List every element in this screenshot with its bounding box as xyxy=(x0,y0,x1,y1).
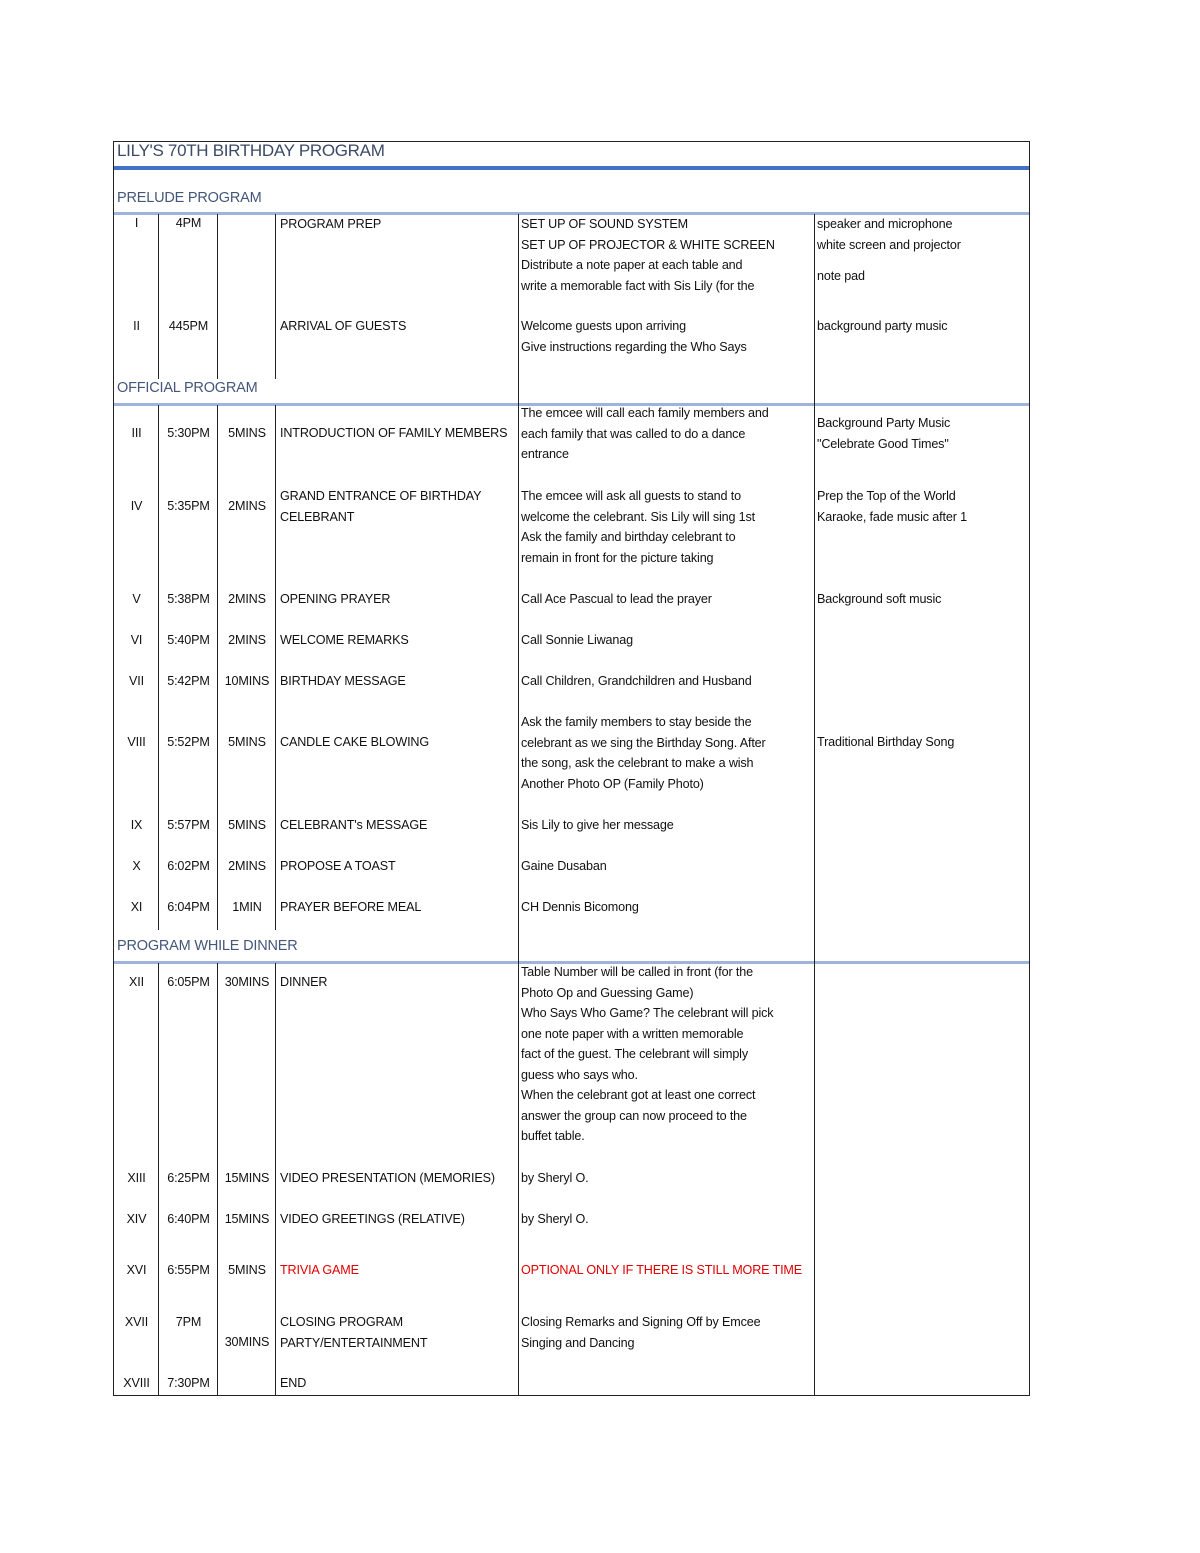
row-duration: 2MINS xyxy=(228,499,266,513)
row-note: OPTIONAL ONLY IF THERE IS STILL MORE TIME xyxy=(521,1263,803,1277)
section-official: OFFICIAL PROGRAM xyxy=(117,380,258,396)
row-number: XVI xyxy=(126,1263,147,1277)
row-note: by Sheryl O. xyxy=(521,1212,589,1226)
row-duration: 10MINS xyxy=(224,674,270,688)
row-note: SET UP OF SOUND SYSTEM xyxy=(521,217,688,231)
row-note: entrance xyxy=(521,447,569,461)
row-note: Closing Remarks and Signing Off by Emcee xyxy=(521,1315,761,1329)
section-prelude: PRELUDE PROGRAM xyxy=(117,190,262,206)
row-note: Sis Lily to give her message xyxy=(521,818,674,832)
row-activity: CANDLE CAKE BLOWING xyxy=(280,735,430,749)
row-time: 6:05PM xyxy=(167,975,210,989)
row-number: VIII xyxy=(127,735,146,749)
row-activity: PRAYER BEFORE MEAL xyxy=(280,900,422,914)
row-note: by Sheryl O. xyxy=(521,1171,589,1185)
row-material: speaker and microphone xyxy=(817,217,953,231)
row-note: Gaine Dusaban xyxy=(521,859,607,873)
row-duration: 2MINS xyxy=(228,633,266,647)
row-duration: 15MINS xyxy=(224,1212,270,1226)
row-duration: 30MINS xyxy=(224,1335,270,1349)
row-note: Ask the family and birthday celebrant to xyxy=(521,530,736,544)
row-number: XII xyxy=(129,975,144,989)
row-activity: VIDEO GREETINGS (RELATIVE) xyxy=(280,1212,465,1226)
row-note: Give instructions regarding the Who Says xyxy=(521,339,747,354)
row-activity: VIDEO PRESENTATION (MEMORIES) xyxy=(280,1171,495,1185)
row-note: CH Dennis Bicomong xyxy=(521,900,639,914)
row-number: XVII xyxy=(124,1315,149,1329)
grid-line xyxy=(217,405,218,930)
row-material: background party music xyxy=(817,319,948,333)
row-number: XVIII xyxy=(123,1376,150,1390)
row-time: 5:30PM xyxy=(167,426,210,440)
row-note: buffet table. xyxy=(521,1129,585,1143)
row-activity: CLOSING PROGRAM xyxy=(280,1315,404,1329)
row-note: Another Photo OP (Family Photo) xyxy=(521,776,704,791)
row-note: Photo Op and Guessing Game) xyxy=(521,985,694,1000)
row-time: 5:40PM xyxy=(167,633,210,647)
row-time: 6:40PM xyxy=(167,1212,210,1226)
row-note: answer the group can now proceed to the xyxy=(521,1108,747,1123)
row-note: Table Number will be called in front (for the xyxy=(521,965,753,979)
grid-line xyxy=(275,214,276,379)
row-material: white screen and projector xyxy=(817,238,961,252)
row-note: celebrant as we sing the Birthday Song. After xyxy=(521,735,766,750)
row-number: II xyxy=(133,319,140,333)
grid-line xyxy=(158,214,159,379)
grid-line xyxy=(275,405,276,930)
row-note: Call Sonnie Liwanag xyxy=(521,633,633,647)
row-duration: 30MINS xyxy=(224,975,270,989)
row-number: III xyxy=(131,426,142,440)
row-time: 5:38PM xyxy=(167,592,210,606)
row-time: 5:52PM xyxy=(167,735,210,749)
row-material: Background soft music xyxy=(817,592,942,606)
row-note: write a memorable fact with Sis Lily (for the xyxy=(521,278,755,293)
row-note: The emcee will call each family members and xyxy=(521,406,769,420)
row-time: 6:25PM xyxy=(167,1171,210,1185)
row-note: welcome the celebrant. Sis Lily will sing 1st xyxy=(521,509,756,524)
row-time: 5:35PM xyxy=(167,499,210,513)
row-time: 5:42PM xyxy=(167,674,210,688)
row-activity: ARRIVAL OF GUESTS xyxy=(280,319,407,333)
row-number: XIV xyxy=(126,1212,147,1226)
row-material: Prep the Top of the World xyxy=(817,489,956,503)
row-note: the song, ask the celebrant to make a wish xyxy=(521,756,754,770)
row-note: guess who says who. xyxy=(521,1067,638,1082)
title-rule xyxy=(114,166,1029,170)
row-note: When the celebrant got at least one correct xyxy=(521,1088,756,1102)
row-note: Distribute a note paper at each table and xyxy=(521,258,743,272)
row-duration: 1MIN xyxy=(232,900,262,914)
row-note: Who Says Who Game? The celebrant will pick xyxy=(521,1006,774,1020)
row-time: 6:04PM xyxy=(167,900,210,914)
row-time: 7:30PM xyxy=(167,1376,210,1390)
row-material: "Celebrate Good Times" xyxy=(817,436,949,451)
row-note: Call Children, Grandchildren and Husband xyxy=(521,674,752,688)
row-time: 7PM xyxy=(175,1315,202,1329)
row-activity: WELCOME REMARKS xyxy=(280,633,409,647)
row-activity: DINNER xyxy=(280,975,328,989)
row-activity: INTRODUCTION OF FAMILY MEMBERS xyxy=(280,426,508,440)
row-number: X xyxy=(132,859,141,873)
row-number: V xyxy=(132,592,141,606)
row-duration: 5MINS xyxy=(228,1263,266,1277)
row-material: Karaoke, fade music after 1 xyxy=(817,509,967,524)
row-note: each family that was called to do a dance xyxy=(521,426,746,441)
row-number: VII xyxy=(129,674,144,688)
row-duration: 2MINS xyxy=(228,592,266,606)
grid-line xyxy=(158,405,159,930)
row-activity: PROGRAM PREP xyxy=(280,217,382,231)
row-number: IV xyxy=(130,499,143,513)
grid-line xyxy=(217,214,218,379)
row-note: fact of the guest. The celebrant will simply xyxy=(521,1047,748,1061)
row-activity: CELEBRANT xyxy=(280,509,355,524)
row-material: note pad xyxy=(817,269,865,283)
row-time: 6:55PM xyxy=(167,1263,210,1277)
row-note: The emcee will ask all guests to stand to xyxy=(521,489,741,503)
row-activity: BIRTHDAY MESSAGE xyxy=(280,674,406,688)
row-duration: 2MINS xyxy=(228,859,266,873)
row-number: VI xyxy=(130,633,143,647)
row-duration: 5MINS xyxy=(228,426,266,440)
row-duration: 5MINS xyxy=(228,735,266,749)
row-number: XIII xyxy=(127,1171,146,1185)
row-activity: TRIVIA GAME xyxy=(280,1263,359,1277)
row-activity: PROPOSE A TOAST xyxy=(280,859,396,873)
row-activity: GRAND ENTRANCE OF BIRTHDAY xyxy=(280,489,482,503)
row-activity: PARTY/ENTERTAINMENT xyxy=(280,1335,428,1350)
row-duration: 15MINS xyxy=(224,1171,270,1185)
row-time: 6:02PM xyxy=(167,859,210,873)
row-material: Background Party Music xyxy=(817,416,951,430)
row-time: 4PM xyxy=(175,216,202,230)
section-dinner: PROGRAM WHILE DINNER xyxy=(117,938,298,954)
row-number: IX xyxy=(130,818,143,832)
row-time: 5:57PM xyxy=(167,818,210,832)
row-material: Traditional Birthday Song xyxy=(817,735,955,749)
row-activity: OPENING PRAYER xyxy=(280,592,391,606)
row-number: XI xyxy=(130,900,143,914)
row-duration: 5MINS xyxy=(228,818,266,832)
row-note: Singing and Dancing xyxy=(521,1335,635,1350)
row-note: Ask the family members to stay beside the xyxy=(521,715,752,729)
row-note: remain in front for the picture taking xyxy=(521,550,714,565)
row-activity: END xyxy=(280,1376,307,1390)
row-note: Welcome guests upon arriving xyxy=(521,319,686,333)
grid-line xyxy=(518,214,519,1396)
row-note: Call Ace Pascual to lead the prayer xyxy=(521,592,712,606)
row-number: I xyxy=(134,216,139,230)
program-title: LILY'S 70TH BIRTHDAY PROGRAM xyxy=(117,141,385,160)
row-time: 445PM xyxy=(168,319,209,333)
row-note: one note paper with a written memorable xyxy=(521,1026,744,1041)
row-note: SET UP OF PROJECTOR & WHITE SCREEN xyxy=(521,237,775,252)
grid-line xyxy=(814,214,815,1396)
row-activity: CELEBRANT's MESSAGE xyxy=(280,818,428,832)
